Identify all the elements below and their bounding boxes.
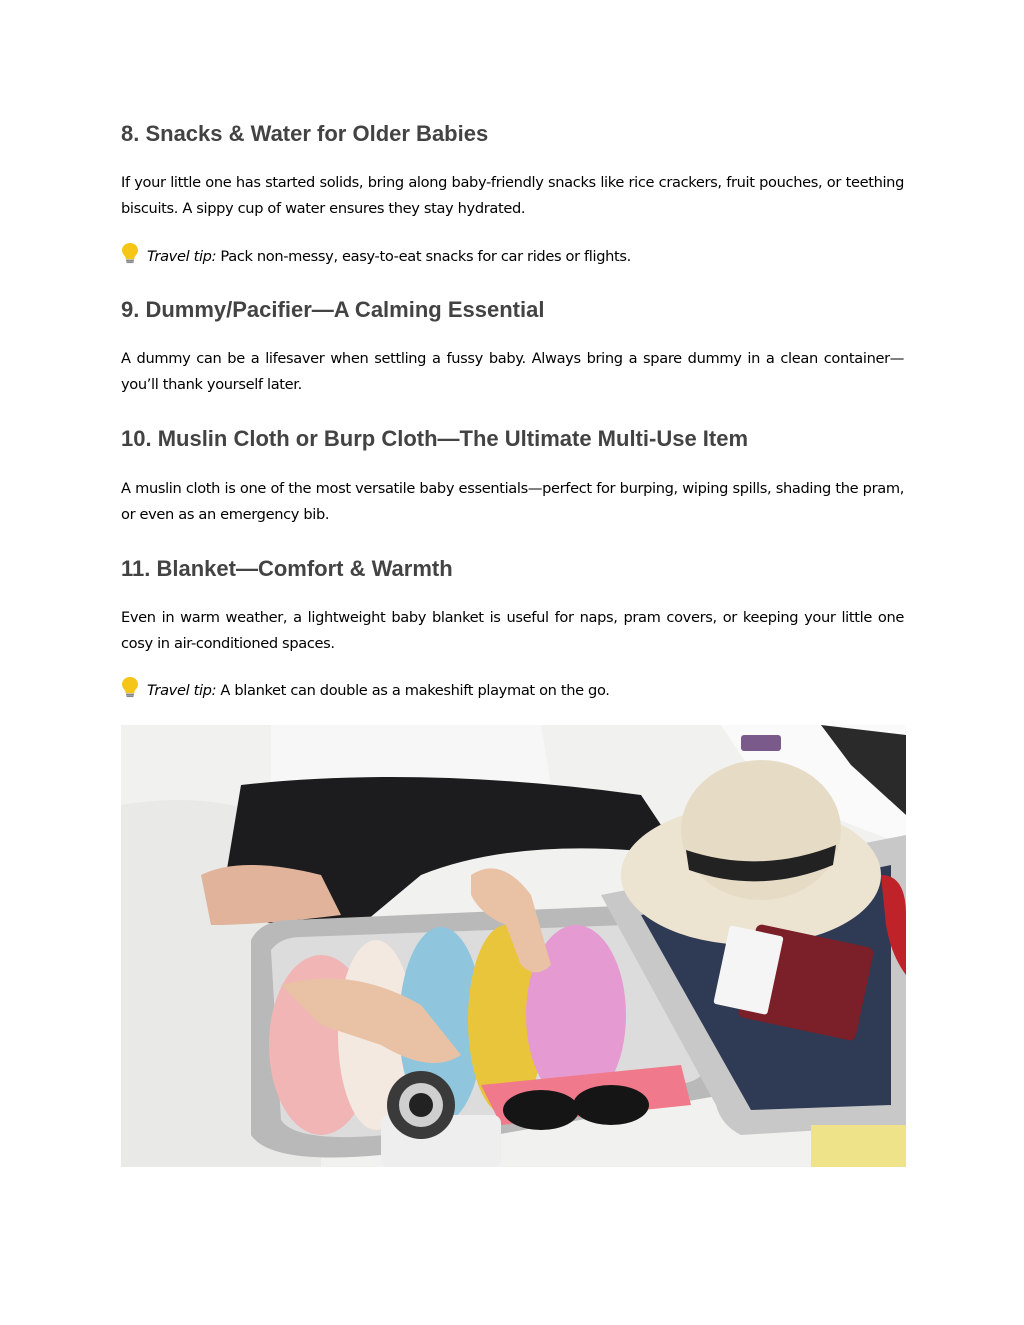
lightbulb-icon bbox=[121, 676, 141, 707]
section-heading-muslin: 10. Muslin Cloth or Burp Cloth—The Ultimate Multi-Use Item bbox=[121, 426, 749, 451]
tip-text: Pack non-messy, easy-to-eat snacks for car rides or flights. bbox=[216, 248, 631, 265]
travel-tip-blanket bbox=[121, 676, 904, 707]
section-heading-blanket: 11. Blanket—Comfort & Warmth bbox=[121, 556, 453, 581]
section-heading-dummy: 9. Dummy/Pacifier—A Calming Essential bbox=[121, 297, 545, 322]
travel-tip-snacks bbox=[121, 242, 904, 273]
tip-label: Travel tip: bbox=[147, 682, 217, 699]
section-body-muslin: A muslin cloth is one of the most versatile baby essentials—perfect for burping, wiping spills, shading the pram, or even as an emergency bib. bbox=[121, 480, 904, 523]
packing-suitcase-photo bbox=[121, 725, 906, 1167]
tip-label: Travel tip: bbox=[147, 248, 217, 265]
section-body-blanket: Even in warm weather, a lightweight baby blanket is useful for naps, pram covers, or keeping your little one cosy in air-conditioned spaces. bbox=[121, 609, 904, 652]
section-body-dummy: A dummy can be a lifesaver when settling a fussy baby. Always bring a spare dummy in a clean container—you’ll thank yourself later. bbox=[121, 350, 904, 393]
tip-text: A blanket can double as a makeshift playmat on the go. bbox=[216, 682, 610, 699]
section-body-snacks: If your little one has started solids, bring along baby-friendly snacks like rice crackers, fruit pouches, or teething biscuits. A sippy cup of water ensures they stay hydrated. bbox=[121, 174, 904, 217]
lightbulb-icon bbox=[121, 242, 141, 273]
section-heading-snacks: 8. Snacks & Water for Older Babies bbox=[121, 121, 489, 146]
